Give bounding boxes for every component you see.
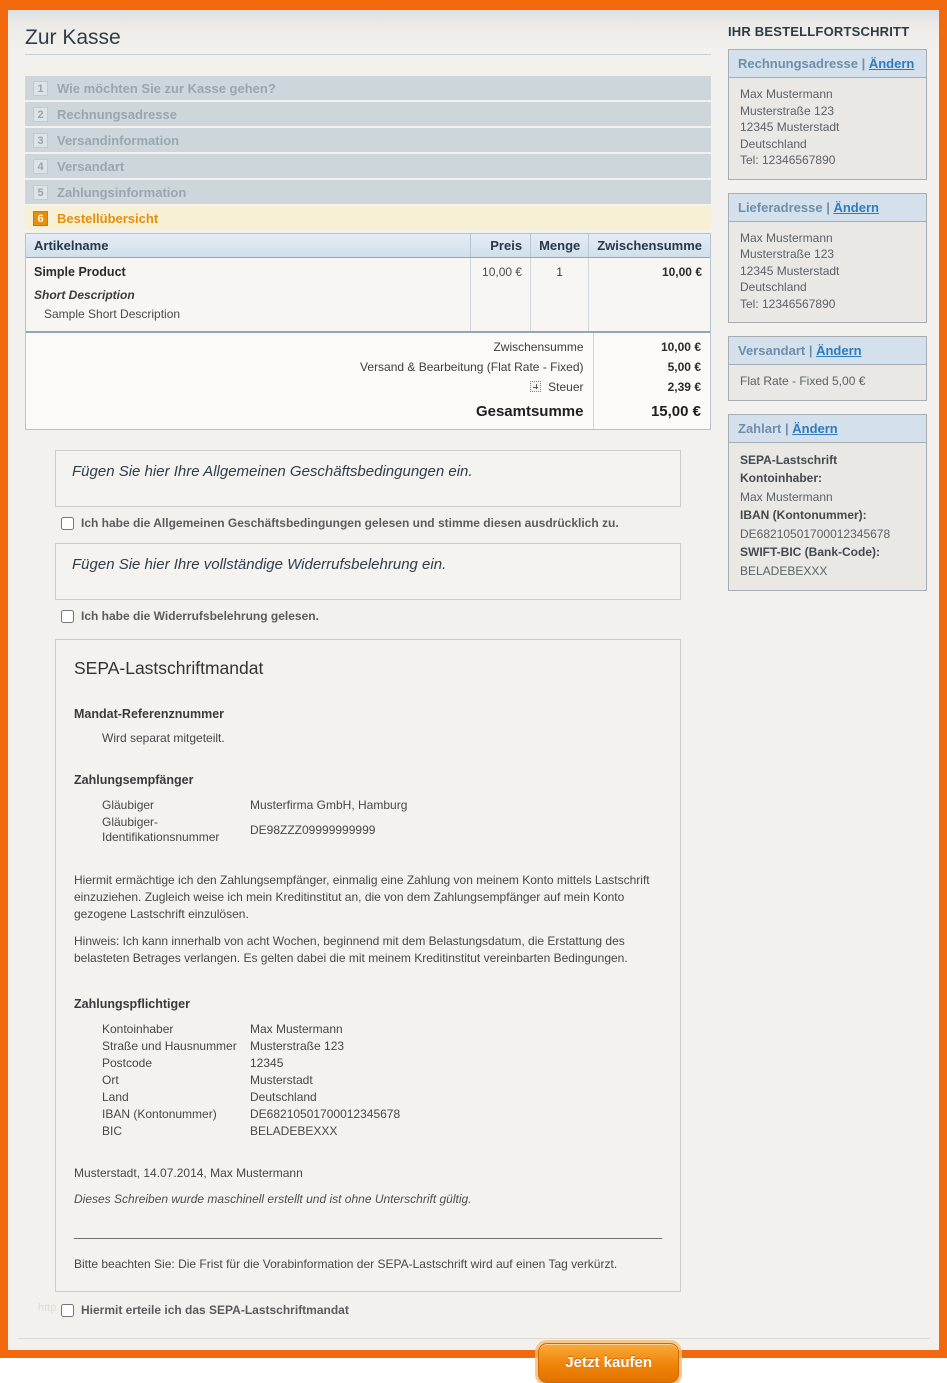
subtotal-label: Zwischensumme (493, 340, 584, 354)
subtotal-row (26, 332, 710, 357)
payee-row (102, 797, 690, 814)
payment-block-title: Zahlart (738, 420, 782, 436)
payer-row (102, 1038, 690, 1055)
payer-key: Land (102, 1090, 129, 1104)
sidebar-title: IHR BESTELLFORTSCHRITT (728, 24, 910, 39)
shipping-address-block (728, 193, 927, 324)
payment-bic-value: BELADEBEXXX (740, 563, 828, 578)
address-line: 12345 Musterstadt (740, 120, 840, 134)
tax-label: Steuer (548, 380, 584, 394)
payee-key: Gläubiger-Identifikationsnummer (102, 815, 220, 844)
payee-row (102, 814, 690, 846)
payer-row (102, 1123, 690, 1140)
item-name: Simple Product (34, 265, 126, 279)
step-number: 1 (33, 81, 48, 96)
mandate-machine-note: Dieses Schreiben wurde maschinell erstellt und ist ohne Unterschrift gültig. (74, 1192, 472, 1206)
withdrawal-checkbox-label: Ich habe die Widerrufsbelehrung gelesen. (81, 609, 319, 623)
address-line: Tel: 12346567890 (740, 153, 836, 167)
sepa-mandate-checkbox-label: Hiermit erteile ich das SEPA-Lastschriftmandat (81, 1303, 349, 1317)
payer-key: Postcode (102, 1056, 153, 1070)
shipping-method-value: Flat Rate - Fixed 5,00 € (740, 374, 866, 388)
step-number: 6 (33, 211, 48, 226)
item-subtotal: 10,00 € (589, 258, 710, 332)
terms-text: Fügen Sie hier Ihre Allgemeinen Geschäftsbedingungen ein. (72, 463, 473, 480)
shipping-label: Versand & Bearbeitung (Flat Rate - Fixed) (360, 360, 584, 374)
payer-row (102, 1089, 690, 1106)
withdrawal-checkbox-row (61, 609, 711, 623)
shipping-row (26, 357, 710, 377)
payer-key: BIC (102, 1124, 123, 1138)
sepa-title: SEPA-Lastschriftmandat (74, 658, 264, 678)
separator: | (808, 343, 813, 358)
address-line: Max Mustermann (740, 87, 833, 101)
tax-row (26, 377, 710, 397)
terms-box (55, 450, 681, 507)
table-row (26, 258, 710, 332)
shipping-method-change-link[interactable]: Ändern (816, 343, 862, 358)
terms-checkbox-label: Ich habe die Allgemeinen Geschäftsbedingungen gelesen und stimme diesen ausdrücklich zu. (81, 516, 619, 530)
column-header-preis: Preis (471, 234, 531, 258)
mandate-paragraph-2: Hinweis: Ich kann innerhalb von acht Wochen, beginnend mit dem Belastungsdatum, die Erstattung des belasteten Betrages verlangen. Es gelten dabei die mit meinem Kreditinstitut vereinbarten Bedingungen. (74, 934, 628, 965)
payer-key: Straße und Hausnummer (102, 1039, 237, 1053)
shipping-value: 5,00 € (593, 357, 710, 377)
shipping-block-title: Lieferadresse (738, 199, 823, 215)
step-number: 2 (33, 107, 48, 122)
grand-total-row (26, 397, 710, 429)
payer-key: Ort (102, 1073, 119, 1087)
terms-checkbox[interactable] (61, 517, 74, 530)
column-header-menge: Menge (531, 234, 589, 258)
grand-total-value: 15,00 € (593, 397, 710, 429)
separator: | (861, 56, 866, 71)
step-6-order-review[interactable] (25, 206, 711, 230)
payment-holder-value: Max Mustermann (740, 489, 833, 504)
step-1-checkout-method[interactable] (25, 76, 711, 100)
payment-change-link[interactable]: Ändern (792, 420, 838, 436)
progress-sidebar (728, 22, 927, 604)
address-line: Musterstraße 123 (740, 247, 835, 261)
sepa-mandate-checkbox[interactable] (61, 1304, 74, 1317)
sepa-checkbox-row (61, 1303, 711, 1317)
address-line: Musterstraße 123 (740, 103, 835, 118)
step-label: Wie möchten Sie zur Kasse gehen? (57, 80, 276, 96)
payment-holder-label: Kontoinhaber: (740, 471, 822, 485)
step-4-shipping-method[interactable] (25, 154, 711, 178)
withdrawal-box (55, 543, 681, 600)
item-price: 10,00 € (471, 258, 531, 332)
watermark-http: http (38, 1302, 57, 1314)
separator: | (826, 199, 830, 215)
grand-total-label: Gesamtsumme (475, 403, 584, 420)
step-label: Versandart (57, 158, 125, 174)
payer-row (102, 1072, 690, 1089)
tax-value: 2,39 € (593, 377, 710, 397)
step-label: Versandinformation (57, 132, 180, 148)
mandate-ref-label: Mandat-Referenznummer (74, 707, 225, 721)
table-header-row (26, 234, 710, 258)
withdrawal-text: Fügen Sie hier Ihre vollständige Widerrufsbelehrung ein. (72, 556, 447, 573)
tax-expand-icon[interactable] (530, 381, 541, 392)
step-2-billing-address[interactable] (25, 102, 711, 126)
address-line: 12345 Musterstadt (740, 263, 840, 278)
step-label: Zahlungsinformation (57, 184, 187, 200)
payment-iban-value: DE68210501700012345678 (740, 526, 891, 541)
step-label: Bestellübersicht (57, 210, 159, 226)
step-number: 3 (33, 133, 48, 148)
payee-key: Gläubiger (102, 798, 155, 812)
payer-value: Max Mustermann (250, 1022, 343, 1036)
payment-method-block (728, 414, 927, 592)
mandate-ref-value: Wird separat mitgeteilt. (102, 731, 225, 745)
payer-value: Musterstadt (250, 1073, 313, 1087)
payer-value: Deutschland (250, 1090, 317, 1104)
payer-value: DE68210501700012345678 (250, 1107, 401, 1121)
sepa-prenotification-hint: Bitte beachten Sie: Die Frist für die Vorabinformation der SEPA-Lastschrift wird auf einen Tag verkürzt. (74, 1257, 618, 1271)
sepa-divider (74, 1238, 662, 1239)
title-divider (25, 54, 711, 55)
payer-table (102, 1021, 690, 1140)
address-line: Max Mustermann (740, 230, 833, 245)
mandate-paragraph-1: Hiermit ermächtige ich den Zahlungsempfänger, einmalig eine Zahlung von meinem Konto mittels Lastschrift einzuziehen. Zugleich weise ich mein Kreditinstitut an, die von dem Zahlungsempfänger auf mein Konto gezogene Lastschrift einzulösen. (74, 873, 650, 921)
payer-row (102, 1055, 690, 1072)
payer-key: Kontoinhaber (102, 1022, 174, 1036)
payment-iban-label: IBAN (Kontonummer): (740, 508, 867, 522)
payer-key: IBAN (Kontonummer) (102, 1107, 217, 1121)
billing-change-link[interactable]: Ändern (868, 56, 915, 71)
payer-row (102, 1106, 690, 1123)
checkout-main-column (25, 76, 711, 1383)
address-line: Tel: 12346567890 (740, 296, 836, 311)
buy-button-row (25, 1343, 679, 1383)
step-5-payment-info[interactable] (25, 180, 711, 204)
step-3-shipping-info[interactable] (25, 128, 711, 152)
shipping-method-block (728, 336, 927, 401)
checkout-page (8, 10, 939, 1371)
shipping-method-title: Versandart (738, 343, 806, 358)
step-number: 5 (33, 185, 48, 200)
mandate-date-line: Musterstadt, 14.07.2014, Max Mustermann (74, 1166, 303, 1180)
separator: | (784, 420, 789, 436)
column-header-zwischensumme: Zwischensumme (589, 234, 710, 258)
address-line: Deutschland (740, 280, 807, 294)
billing-block-title: Rechnungsadresse (738, 56, 858, 71)
item-description-title: Short Description (34, 288, 135, 302)
payer-value: 12345 (250, 1056, 284, 1070)
billing-address-block (728, 49, 927, 180)
payer-value: Musterstraße 123 (250, 1039, 345, 1053)
sepa-mandate-section (55, 639, 681, 1292)
checkout-steps (25, 76, 711, 230)
payee-heading: Zahlungsempfänger (74, 773, 194, 787)
subtotal-value: 10,00 € (593, 332, 710, 357)
step-label: Rechnungsadresse (57, 106, 177, 122)
terms-checkbox-row (61, 516, 711, 530)
column-header-artikelname: Artikelname (26, 234, 471, 258)
page-title: Zur Kasse (25, 26, 121, 49)
payee-value: DE98ZZZ09999999999 (250, 822, 376, 837)
payer-value: BELADEBEXXX (250, 1124, 338, 1138)
shipping-change-link[interactable]: Ändern (833, 199, 879, 215)
payee-value: Musterfirma GmbH, Hamburg (250, 798, 408, 812)
withdrawal-checkbox[interactable] (61, 610, 74, 623)
payer-heading: Zahlungspflichtiger (74, 997, 190, 1011)
buy-now-button[interactable]: Jetzt kaufen (538, 1343, 679, 1383)
step-number: 4 (33, 159, 48, 174)
item-description: Sample Short Description (44, 307, 181, 321)
bottom-divider (18, 1338, 929, 1339)
item-qty: 1 (531, 258, 589, 332)
payment-bic-label: SWIFT-BIC (Bank-Code): (740, 545, 880, 559)
payment-method-name: SEPA-Lastschrift (740, 452, 838, 467)
address-line: Deutschland (740, 136, 807, 151)
order-review-table (25, 233, 711, 430)
payee-table (102, 797, 690, 846)
payer-row (102, 1021, 690, 1038)
